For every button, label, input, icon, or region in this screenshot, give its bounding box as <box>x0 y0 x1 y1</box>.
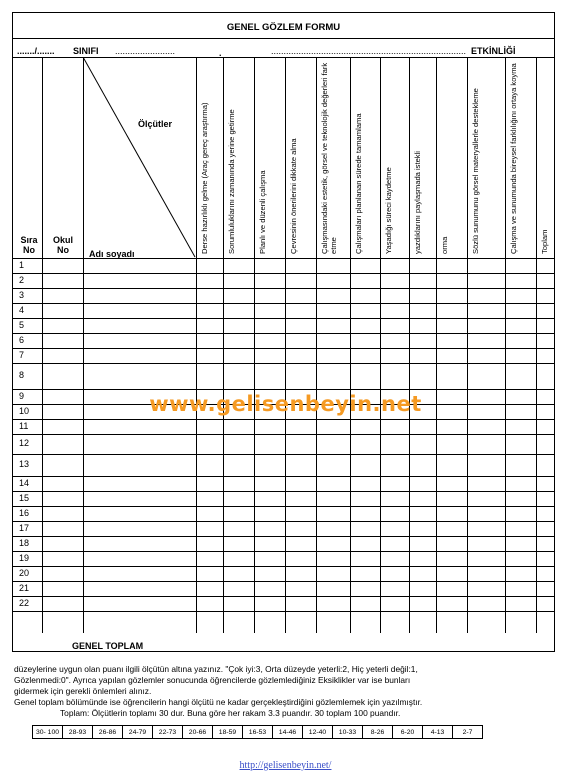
score-scale-cell: 30- 100 <box>33 726 63 739</box>
row-number: 10 <box>19 405 30 416</box>
score-scale-cell: 8-26 <box>363 726 393 739</box>
column-divider <box>285 57 286 633</box>
criteria-header: Ölçütler <box>138 119 173 129</box>
note-line: Gözlenmedi:0". Ayrıca yapılan gözlemler sonucunda öğrencilerde gözlemlediğiniz Eksiklikler var ise bunları <box>14 675 411 685</box>
criterion-header-cell <box>316 57 350 258</box>
column-divider <box>196 57 197 633</box>
criterion-label: Çevresinin önerilerini dikkate alma <box>289 138 298 254</box>
column-divider <box>409 57 410 633</box>
row-divider <box>13 303 554 304</box>
row-number: 20 <box>19 567 30 578</box>
score-scale-cell: 14-46 <box>273 726 303 739</box>
row-divider <box>13 506 554 507</box>
criterion-label: yazdıklarını paylaşmada istekli <box>413 151 422 254</box>
score-scale-cell: 2-7 <box>453 726 483 739</box>
score-scale-cell: 22-73 <box>153 726 183 739</box>
row-divider <box>13 333 554 334</box>
row-divider <box>13 476 554 477</box>
criterion-label: Yaşadığı süreci kaydetme <box>384 167 393 254</box>
genel-toplam-label: GENEL TOPLAM <box>72 641 144 651</box>
criterion-header-cell <box>467 57 505 258</box>
criterion-label: Planlı ve düzenli çalışma <box>258 170 267 254</box>
criterion-header-cell <box>285 57 316 258</box>
row-divider <box>13 273 554 274</box>
row-number: 19 <box>19 552 30 563</box>
column-divider <box>536 57 537 633</box>
row-divider <box>13 581 554 582</box>
score-scale-cell: 18-59 <box>213 726 243 739</box>
row-divider <box>13 596 554 597</box>
score-scale-cell: 16-53 <box>243 726 273 739</box>
footer-link[interactable]: http://gelisenbeyin.net/ <box>239 760 332 771</box>
row-number: 11 <box>19 420 29 431</box>
row-number: 18 <box>19 537 30 548</box>
row-number: 5 <box>19 319 25 330</box>
criterion-header-cell <box>254 57 285 258</box>
row-number: 1 <box>19 259 25 270</box>
row-number: 22 <box>19 597 30 608</box>
criterion-label: Toplam <box>540 229 549 254</box>
watermark-text: www.gelisenbeyin.net <box>149 392 422 416</box>
sinifi-blank: ........................ <box>115 46 176 56</box>
row-divider <box>13 491 554 492</box>
column-divider <box>505 57 506 633</box>
row-number: 16 <box>19 507 30 518</box>
note-line: gidermek için gerekli önlemleri alınız. <box>14 686 152 696</box>
dot-separator: . <box>219 48 222 58</box>
col-okul-header: Okul No <box>52 235 73 255</box>
score-scale-cell: 26-86 <box>93 726 123 739</box>
divider <box>13 38 554 39</box>
row-divider <box>13 419 554 420</box>
criterion-header-cell <box>505 57 536 258</box>
criterion-header-cell <box>536 57 556 258</box>
row-number: 7 <box>19 349 25 360</box>
row-number: 21 <box>19 582 30 593</box>
row-divider <box>13 363 554 364</box>
row-number: 8 <box>19 370 25 380</box>
criterion-label: Çalışma ve sunumunda bireysel farklılığını ortaya koyma <box>509 63 518 254</box>
row-divider <box>13 551 554 552</box>
row-number: 14 <box>19 477 30 488</box>
criterion-label: Sözlü sunumunu görsel materyallerle destekleme <box>471 88 480 254</box>
row-divider <box>13 318 554 319</box>
score-scale-cell: 20-66 <box>183 726 213 739</box>
column-divider <box>254 57 255 633</box>
row-number: 3 <box>19 289 25 300</box>
col-sira-header: Sıra No <box>20 235 38 255</box>
row-divider <box>13 348 554 349</box>
row-divider <box>13 566 554 567</box>
col-ad-header: Adı soyadı <box>89 249 135 259</box>
observation-form <box>12 12 555 652</box>
criterion-header-cell <box>380 57 409 258</box>
row-number: 15 <box>19 492 30 503</box>
divider <box>13 258 554 259</box>
row-number: 4 <box>19 304 25 315</box>
etkinlik-blank: .............................................................................. <box>271 46 467 56</box>
row-number: 9 <box>19 390 25 401</box>
score-scale-cell: 6-20 <box>393 726 423 739</box>
sinifi-label: SINIFI <box>73 46 99 56</box>
row-divider <box>13 536 554 537</box>
column-divider <box>42 57 43 633</box>
row-number: 12 <box>19 438 30 448</box>
criterion-label: Derse hazırlıklı gelme (Araç gereç araştırma) <box>200 102 209 254</box>
criterion-header-cell <box>223 57 254 258</box>
row-divider <box>13 389 554 390</box>
row-number: 13 <box>19 459 30 469</box>
row-number: 2 <box>19 274 25 285</box>
note-line: düzeylerine uygun olan puanı ilgili ölçütün altına yazınız. "Çok iyi:3, Orta düzeyde yeterli:2, Hiç yeterli değil:1, <box>14 664 418 674</box>
row-divider <box>13 454 554 455</box>
criterion-label: Sorumluluklarını zamanında yerine getirme <box>227 109 236 254</box>
column-divider <box>316 57 317 633</box>
column-divider <box>380 57 381 633</box>
column-divider <box>467 57 468 633</box>
criterion-header-cell <box>350 57 380 258</box>
form-title: GENEL GÖZLEM FORMU <box>226 22 341 33</box>
criterion-header-cell <box>196 57 223 258</box>
row-divider <box>13 434 554 435</box>
header-diagonal <box>83 57 196 258</box>
row-divider <box>13 521 554 522</box>
instructions <box>14 664 559 719</box>
column-divider <box>436 57 437 633</box>
criterion-header-cell <box>409 57 436 258</box>
score-scale-cell: 12-40 <box>303 726 333 739</box>
criterion-label: Çalışmasındaki estetik, görsel ve teknolojik değerleri fark etme <box>320 62 338 254</box>
criterion-label: Çalışmaları planlanan sürede tamamlama <box>354 113 363 254</box>
column-divider <box>223 57 224 633</box>
date-blank: ......./....... <box>17 46 55 56</box>
row-divider <box>13 288 554 289</box>
note-line: Genel toplam bölümünde ise öğrencilerin hangi ölçütü ne kadar gerçekleştirdiğini gözlemlemek için yazılmıştır. <box>14 697 423 707</box>
etkinlik-label: ETKİNLİĞİ <box>471 46 516 56</box>
column-divider <box>350 57 351 633</box>
criterion-label: orma <box>440 236 449 254</box>
criterion-header-cell <box>436 57 467 258</box>
score-scale-table <box>32 725 483 739</box>
score-scale-cell: 4-13 <box>423 726 453 739</box>
note-line: Toplam: Ölçütlerin toplamı 30 dur. Buna göre her rakam 3.3 puandır. 30 toplam 100 puandır. <box>60 708 401 718</box>
score-scale-cell: 28-93 <box>63 726 93 739</box>
row-number: 6 <box>19 334 25 345</box>
row-divider <box>13 611 554 612</box>
score-scale-cell: 10-33 <box>333 726 363 739</box>
row-number: 17 <box>19 522 30 533</box>
column-divider <box>83 57 84 633</box>
score-scale-cell: 24-79 <box>123 726 153 739</box>
